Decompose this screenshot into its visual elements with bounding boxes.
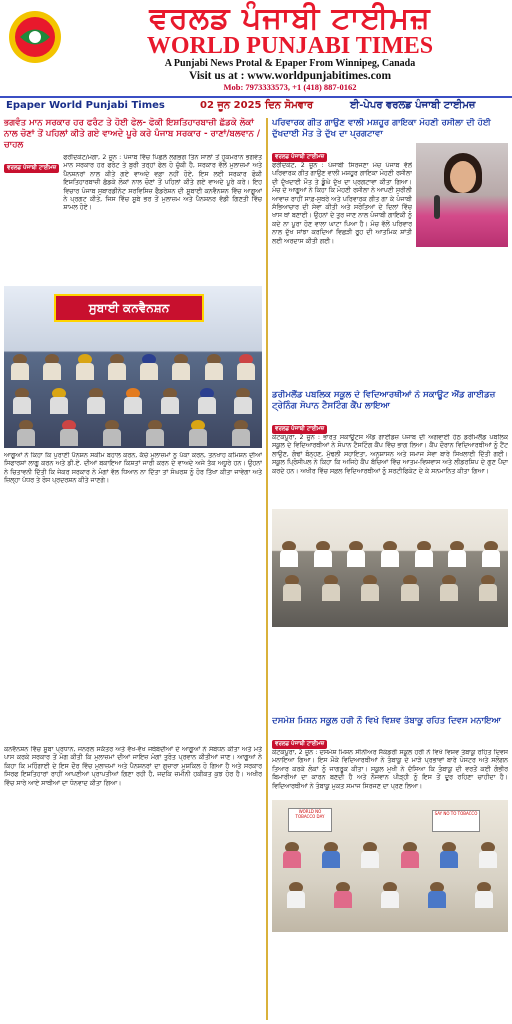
microphone-icon <box>434 195 440 219</box>
masthead-tagline: A Punjabi News Protal & Epaper From Winnipeg, Canada <box>164 58 416 69</box>
lead-paragraph-1: ਫਰੀਦਕੋਟ/ਮੋਗਾ, 2 ਜੂਨ : ਪੰਜਾਬ ਵਿੱਚ ਪਿਛਲੇ ਲਗਭਗ ਤਿੰਨ ਸਾਲਾਂ ਤੋਂ ਹੁਕਮਰਾਨ ਭਗਵੰਤ ਮਾਨ ਸਰਕਾਰ ਹਰ ਫਰੰਟ ਤੇ ਬੁਰੀ ਤਰ੍ਹਾਂ ਫੇਲ ਹੋ ਚੁੱਕੀ ਹੈ, ਸਰਕਾਰ ਵੱਲੋਂ ਮੁਲਾਜ਼ਮਾਂ ਅਤੇ ਪੈਨਸ਼ਨਰਾਂ ਨਾਲ ਕੀਤੇ ਗਏ ਵਾਅਦੇ ਵਫ਼ਾ ਨਹੀਂ ਹੋਏ, ਇਸ ਲਈ ਸਰਕਾਰ ਫੋਕੀ ਇਸ਼ਤਿਹਾਰਬਾਜ਼ੀ ਛੱਡਕੇ ਲੋਕਾਂ ਨਾਲ ਚੋਣਾਂ ਤੋਂ ਪਹਿਲਾਂ ਕੀਤੇ ਗਏ ਵਾਅਦੇ ਪੂਰੇ ਕਰੇ। ਇਹ ਵਿਚਾਰ ਪੰਜਾਬ ਸੁਬਾਰਡੀਨੇਟ ਸਰਵਿਸਿਜ਼ ਫੈਡਰੇਸ਼ਨ ਦੀ ਸੂਬਾਈ ਕਨਵੈਨਸ਼ਨ ਵਿੱਚ ਆਗੂਆਂ ਨੇ ਪ੍ਰਗਟ ਕੀਤੇ, ਜਿਸ ਵਿੱਚ ਸੂਬੇ ਭਰ ਤੋਂ ਮੁਲਾਜ਼ਮ ਅਤੇ ਪੈਨਸ਼ਨਰ ਵੱਡੀ ਗਿਣਤੀ ਵਿੱਚ ਸ਼ਾਮਲ ਹੋਏ। <box>63 154 262 212</box>
story3-headline[interactable]: ਦਸਮੇਸ਼ ਮਿਸ਼ਨ ਸਕੂਲ ਹਰੀ ਨੌ ਵਿਖੇ ਵਿਸ਼ਵ ਤੰਬਾਕੂ ਰਹਿਤ ਦਿਵਸ ਮਨਾਇਆ <box>272 716 501 726</box>
audience-row-1 <box>4 386 262 414</box>
story3-text-continued <box>272 935 508 1016</box>
masthead-website[interactable]: Visit us at : www.worldpunjabitimes.com <box>188 70 392 82</box>
stage-row <box>4 352 262 380</box>
story2-text: ਕੋਟਕਪੂਰਾ, 2 ਜੂਨ : ਭਾਰਤ ਸਕਾਊਟਸ ਐਂਡ ਗਾਈਡਜ਼ ਪੰਜਾਬ ਦੀ ਅਗਵਾਈ ਹੇਠ ਡਰੀਮਲੈਂਡ ਪਬਲਿਕ ਸਕੂਲ ਦੇ ਵਿਦਿਆਰਥੀਆਂ ਨੇ ਸੋਪਾਨ ਟੈਸਟਿੰਗ ਕੈਂਪ ਵਿੱਚ ਭਾਗ ਲਿਆ। ਕੈਂਪ ਦੌਰਾਨ ਵਿਦਿਆਰਥੀਆਂ ਨੂੰ ਟੈਂਟ ਲਾਉਣ, ਗੰਢਾਂ ਬੰਨ੍ਹਣ, ਮੁੱਢਲੀ ਸਹਾਇਤਾ, ਅਨੁਸ਼ਾਸਨ ਅਤੇ ਸਮਾਜ ਸੇਵਾ ਬਾਰੇ ਸਿਖਲਾਈ ਦਿੱਤੀ ਗਈ। ਸਕੂਲ ਪ੍ਰਿੰਸੀਪਲ ਨੇ ਕਿਹਾ ਕਿ ਅਜਿਹੇ ਕੈਂਪ ਬੱਚਿਆਂ ਵਿੱਚ ਆਤਮ-ਵਿਸ਼ਵਾਸ ਅਤੇ ਲੀਡਰਸ਼ਿਪ ਦੇ ਗੁਣ ਪੈਦਾ ਕਰਦੇ ਹਨ। ਅਖੀਰ ਵਿੱਚ ਸਫ਼ਲ ਵਿਦਿਆਰਥੀਆਂ ਨੂੰ ਸਰਟੀਫਿਕੇਟ ਦੇ ਕੇ ਸਨਮਾਨਿਤ ਕੀਤਾ ਗਿਆ। <box>272 434 508 475</box>
story-no-tobacco-day <box>272 716 508 1016</box>
dateline-epaper-punjabi: ਈ-ਪੇਪਰ ਵਰਲਡ ਪੰਜਾਬੀ ਟਾਈਮਜ਼ <box>350 100 476 111</box>
student-row-2 <box>272 880 508 908</box>
right-column <box>266 118 508 1020</box>
placard-left: WORLD NO TOBACCO DAY <box>288 808 332 832</box>
tobacco-day-photo <box>272 800 508 932</box>
placard-right: SAY NO TO TOBACCO <box>432 810 480 832</box>
story1-text: ਫਰੀਦਕੋਟ, 2 ਜੂਨ : ਪੰਜਾਬੀ ਸਿਰਜਣਾ ਮੰਚ ਪੰਜਾਬ ਵੱਲੋਂ ਪਰਿਵਾਰਕ ਗੀਤ ਗਾਉਣ ਵਾਲੀ ਮਸ਼ਹੂਰ ਗਾਇਕਾ ਮੋਹਣੀ ਰਸੀਲਾ ਦੀ ਦੁੱਖਦਾਈ ਮੌਤ ਤੇ ਡੂੰਘੇ ਦੁੱਖ ਦਾ ਪ੍ਰਗਟਾਵਾ ਕੀਤਾ ਗਿਆ। ਮੰਚ ਦੇ ਆਗੂਆਂ ਨੇ ਕਿਹਾ ਕਿ ਮੋਹਣੀ ਰਸੀਲਾ ਨੇ ਆਪਣੀ ਸੁਰੀਲੀ ਆਵਾਜ਼ ਰਾਹੀਂ ਸਾਫ਼-ਸੁਥਰੇ ਅਤੇ ਪਰਿਵਾਰਕ ਗੀਤ ਗਾ ਕੇ ਪੰਜਾਬੀ ਸੱਭਿਆਚਾਰ ਦੀ ਸੇਵਾ ਕੀਤੀ ਅਤੇ ਸਰੋਤਿਆਂ ਦੇ ਦਿਲਾਂ ਵਿੱਚ ਖਾਸ ਥਾਂ ਬਣਾਈ। ਉਹਨਾਂ ਦੇ ਤੁਰ ਜਾਣ ਨਾਲ ਪੰਜਾਬੀ ਗਾਇਕੀ ਨੂੰ ਕਦੇ ਨਾ ਪੂਰਾ ਹੋਣ ਵਾਲਾ ਘਾਟਾ ਪਿਆ ਹੈ। ਮੰਚ ਵੱਲੋਂ ਪਰਿਵਾਰ ਨਾਲ ਦੁੱਖ ਸਾਂਝਾ ਕਰਦਿਆਂ ਵਿਛੜੀ ਰੂਹ ਦੀ ਆਤਮਿਕ ਸ਼ਾਂਤੀ ਲਈ ਅਰਦਾਸ ਕੀਤੀ ਗਈ। <box>272 162 412 245</box>
story-singer-obituary <box>272 118 508 386</box>
lead-paragraph-2: ਆਗੂਆਂ ਨੇ ਕਿਹਾ ਕਿ ਪੁਰਾਣੀ ਪੈਨਸ਼ਨ ਸਕੀਮ ਬਹਾਲ ਕਰਨ, ਕੱਚੇ ਮੁਲਾਜ਼ਮਾਂ ਨੂੰ ਪੱਕਾ ਕਰਨ, ਤਨਖਾਹ ਕਮਿਸ਼ਨ ਦੀਆਂ ਸਿਫਾਰਸ਼ਾਂ ਲਾਗੂ ਕਰਨ ਅਤੇ ਡੀ.ਏ. ਦੀਆਂ ਬਕਾਇਆ ਕਿਸ਼ਤਾਂ ਜਾਰੀ ਕਰਨ ਦੇ ਵਾਅਦੇ ਅਜੇ ਤੱਕ ਅਧੂਰੇ ਹਨ। ਉਹਨਾਂ ਨੇ ਚਿਤਾਵਨੀ ਦਿੱਤੀ ਕਿ ਜੇਕਰ ਸਰਕਾਰ ਨੇ ਮੰਗਾਂ ਵੱਲ ਧਿਆਨ ਨਾ ਦਿੱਤਾ ਤਾਂ ਸੰਘਰਸ਼ ਨੂੰ ਹੋਰ ਤਿੱਖਾ ਕੀਤਾ ਜਾਵੇਗਾ ਅਤੇ ਜ਼ਿਲ੍ਹਾ ਪੱਧਰ ਤੇ ਰੋਸ ਪ੍ਰਦਰਸ਼ਨ ਕੀਤੇ ਜਾਣਗੇ। <box>4 452 262 485</box>
lead-headline[interactable]: ਭਗਵੰਤ ਮਾਨ ਸਰਕਾਰ ਹਰ ਫਰੰਟ ਤੇ ਹੋਈ ਫੇਲ- ਫੋਕੀ ਇਸ਼ਤਿਹਾਰਬਾਜ਼ੀ ਛੱਡਕੇ ਲੋਕਾਂ ਨਾਲ ਚੋਣਾਂ ਤੋਂ ਪਹਿਲਾਂ ਕੀਤੇ ਗਏ ਵਾਅਦੇ ਪੂਰੇ ਕਰੇ ਪੰਜਾਬ ਸਰਕਾਰ - ਰਾਣਾਂ/ਬਲਵਾਨ /ਚਾਹਲ <box>4 118 261 150</box>
scout-row-2 <box>272 573 508 601</box>
story1-byline-badge: ਵਰਲਡ ਪੰਜਾਬੀ ਟਾਈਮਜ਼ <box>272 153 327 162</box>
globe-logo-icon <box>6 8 64 66</box>
masthead <box>0 0 512 92</box>
story3-text: ਕੋਟਕਪੂਰਾ, 2 ਜੂਨ : ਦਸਮੇਸ਼ ਮਿਸ਼ਨ ਸੀਨੀਅਰ ਸੈਕੰਡਰੀ ਸਕੂਲ ਹਰੀ ਨੌ ਵਿਖੇ ਵਿਸ਼ਵ ਤੰਬਾਕੂ ਰਹਿਤ ਦਿਵਸ ਮਨਾਇਆ ਗਿਆ। ਇਸ ਮੌਕੇ ਵਿਦਿਆਰਥੀਆਂ ਨੇ ਤੰਬਾਕੂ ਦੇ ਮਾੜੇ ਪ੍ਰਭਾਵਾਂ ਬਾਰੇ ਪੋਸਟਰ ਅਤੇ ਸਲੋਗਨ ਤਿਆਰ ਕਰਕੇ ਲੋਕਾਂ ਨੂੰ ਜਾਗਰੂਕ ਕੀਤਾ। ਸਕੂਲ ਮੁਖੀ ਨੇ ਦੱਸਿਆ ਕਿ ਤੰਬਾਕੂ ਦੀ ਵਰਤੋਂ ਕਈ ਗੰਭੀਰ ਬਿਮਾਰੀਆਂ ਦਾ ਕਾਰਨ ਬਣਦੀ ਹੈ ਅਤੇ ਨੌਜਵਾਨ ਪੀੜ੍ਹੀ ਨੂੰ ਇਸ ਤੋਂ ਦੂਰ ਰਹਿਣਾ ਚਾਹੀਦਾ ਹੈ। ਵਿਦਿਆਰਥੀਆਂ ਨੇ ਤੰਬਾਕੂ ਮੁਕਤ ਸਮਾਜ ਸਿਰਜਣ ਦਾ ਪ੍ਰਣ ਲਿਆ। <box>272 749 508 790</box>
singer-portrait <box>416 143 508 247</box>
scout-group-photo <box>272 509 508 627</box>
dateline-date: 02 ਜੂਨ 2025 ਦਿਨ ਸੋਮਵਾਰ <box>200 100 314 111</box>
convention-photo <box>4 286 262 448</box>
story2-byline-badge: ਵਰਲਡ ਪੰਜਾਬੀ ਟਾਈਮਜ਼ <box>272 425 327 434</box>
left-column <box>4 118 262 1020</box>
story3-byline-badge: ਵਰਲਡ ਪੰਜਾਬੀ ਟਾਈਮਜ਼ <box>272 740 327 749</box>
story2-text-continued <box>272 630 508 712</box>
story2-headline[interactable]: ਡਰੀਮਲੈਂਡ ਪਬਲਿਕ ਸਕੂਲ ਦੇ ਵਿਦਿਆਰਥੀਆਂ ਨੇ ਸਕਾਊਟ ਐਂਡ ਗਾਈਡਜ਼ ਟ੍ਰੇਨਿੰਗ ਸੋਪਾਨ ਟੈਸਟਿੰਗ ਕੈਂਪ ਲਾਇਆ <box>272 390 496 411</box>
dateline-bar <box>0 96 512 112</box>
story-scout-camp <box>272 390 508 712</box>
student-row-1 <box>272 840 508 868</box>
convention-banner: ਸੁਬਾਈ ਕਨਵੈਨਸ਼ਨ <box>54 294 204 322</box>
masthead-title-english: WORLD PUNJABI TIMES <box>146 33 434 59</box>
lead-paragraph-3: ਕਨਵੈਨਸ਼ਨ ਵਿੱਚ ਸੂਬਾ ਪ੍ਰਧਾਨ, ਜਨਰਲ ਸਕੱਤਰ ਅਤੇ ਵੱਖ-ਵੱਖ ਜਥੇਬੰਦੀਆਂ ਦੇ ਆਗੂਆਂ ਨੇ ਸੰਬੋਧਨ ਕੀਤਾ ਅਤੇ ਮਤੇ ਪਾਸ ਕਰਕੇ ਸਰਕਾਰ ਤੋਂ ਮੰਗ ਕੀਤੀ ਕਿ ਮੁਲਾਜ਼ਮਾਂ ਦੀਆਂ ਜਾਇਜ਼ ਮੰਗਾਂ ਤੁਰੰਤ ਪ੍ਰਵਾਨ ਕੀਤੀਆਂ ਜਾਣ। ਆਗੂਆਂ ਨੇ ਕਿਹਾ ਕਿ ਮਹਿੰਗਾਈ ਦੇ ਇਸ ਦੌਰ ਵਿੱਚ ਮੁਲਾਜ਼ਮਾਂ ਅਤੇ ਪੈਨਸ਼ਨਰਾਂ ਦਾ ਗੁਜ਼ਾਰਾ ਮੁਸ਼ਕਿਲ ਹੋ ਗਿਆ ਹੈ ਅਤੇ ਸਰਕਾਰ ਸਿਰਫ ਇਸ਼ਤਿਹਾਰਾਂ ਰਾਹੀਂ ਆਪਣੀਆਂ ਪ੍ਰਾਪਤੀਆਂ ਗਿਣਾ ਰਹੀ ਹੈ, ਜਦਕਿ ਜ਼ਮੀਨੀ ਹਕੀਕਤ ਕੁਝ ਹੋਰ ਹੈ। ਅਖੀਰ ਵਿੱਚ ਸਾਰੇ ਆਏ ਸਾਥੀਆਂ ਦਾ ਧੰਨਵਾਦ ਕੀਤਾ ਗਿਆ। <box>4 746 262 787</box>
story1-headline[interactable]: ਪਰਿਵਾਰਕ ਗੀਤ ਗਾਉਣ ਵਾਲੀ ਮਸ਼ਹੂਰ ਗਾਇਕਾ ਮੋਹਣੀ ਰਸੀਲਾ ਦੀ ਹੋਈ ਦੁੱਖਦਾਈ ਮੌਤ ਤੇ ਦੁੱਖ ਦਾ ਪ੍ਰਗਟਾਵਾ <box>272 118 491 139</box>
masthead-contact: Mob: 7973333573, +1 (418) 887-0162 <box>223 82 357 92</box>
lead-byline-badge: ਵਰਲਡ ਪੰਜਾਬੀ ਟਾਈਮਜ਼ <box>4 164 59 173</box>
scout-row-1 <box>272 539 508 567</box>
dateline-epaper-label: Epaper World Punjabi Times <box>6 100 165 111</box>
masthead-title-punjabi: ਵਰਲਡ ਪੰਜਾਬੀ ਟਾਈਮਜ਼ <box>149 1 431 36</box>
audience-row-2 <box>4 418 262 446</box>
